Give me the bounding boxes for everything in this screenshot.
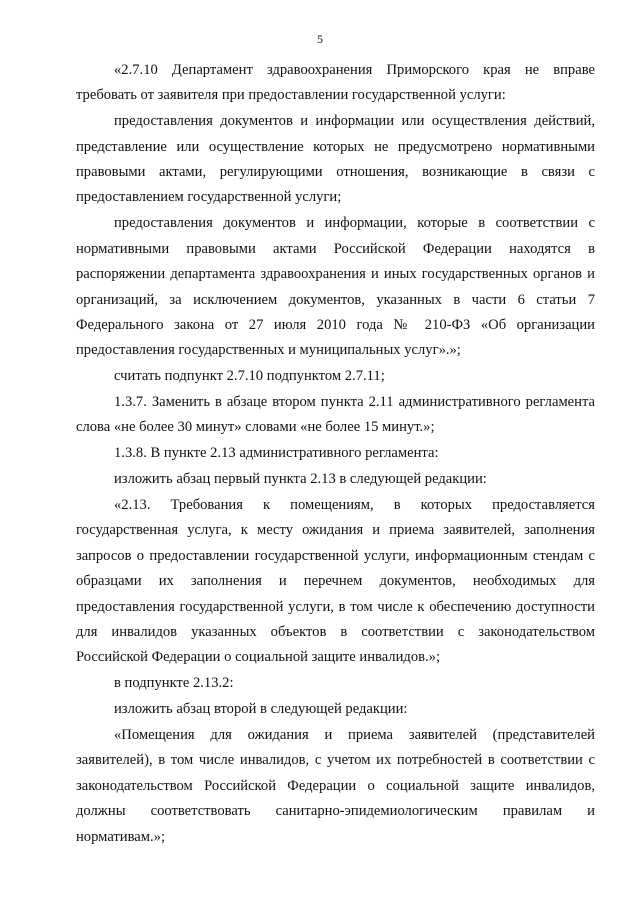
page-number: 5: [317, 32, 323, 46]
paragraph: «Помещения для ожидания и приема заявителей (представителей заявителей), в том числе инвалидов, с учетом их потребностей в соответствии с законодательством Российской Федерации о социальной защите инвалидов, должны соответствовать санитарно-эпидемиологическим правилам и нормативам.»;: [76, 726, 595, 845]
paragraph: «2.13. Требования к помещениям, в которых предоставляется государственная услуга, к месту ожидания и приема заявителей, заполнения запросов о предоставлении государственной услуги, информационным стендам с образцами их заполнения и перечнем документов, необходимых для предоставления государственной услуги, в том числе к обеспечению доступности для инвалидов указанных объектов в соответствии с законодательством Российской Федерации о социальной защите инвалидов.»;: [76, 496, 595, 666]
paragraph: «2.7.10 Департамент здравоохранения Приморского края не вправе требовать от заявителя при предоставлении государственной услуги:: [76, 62, 595, 104]
paragraph: изложить абзац первый пункта 2.13 в следующей редакции:: [114, 471, 487, 488]
paragraph: 1.3.8. В пункте 2.13 административного регламента:: [114, 445, 439, 462]
paragraph: предоставления документов и информации или осуществления действий, представление или осуществление которых не предусмотрено нормативными правовыми актами, регулирующими отношения, возникающие в связи с предоставлением государственной услуги;: [76, 113, 595, 206]
paragraph: 1.3.7. Заменить в абзаце втором пункта 2.11 административного регламента слова «не более 30 минут» словами «не более 15 минут.»;: [76, 394, 595, 436]
document-body: [76, 58, 595, 850]
paragraph: предоставления документов и информации, которые в соответствии с нормативными правовыми актами Российской Федерации находятся в распоряжении департамента здравоохранения и иных государственных органов и организаций, за исключением документов, указанных в части 6 статьи 7 Федерального закона от 27 июля 2010 года № 210-ФЗ «Об организации предоставления государственных и муниципальных услуг».»;: [76, 215, 595, 359]
paragraph: в подпункте 2.13.2:: [114, 675, 234, 692]
paragraph: считать подпункт 2.7.10 подпунктом 2.7.11;: [114, 368, 385, 385]
paragraph: изложить абзац второй в следующей редакции:: [114, 701, 408, 718]
